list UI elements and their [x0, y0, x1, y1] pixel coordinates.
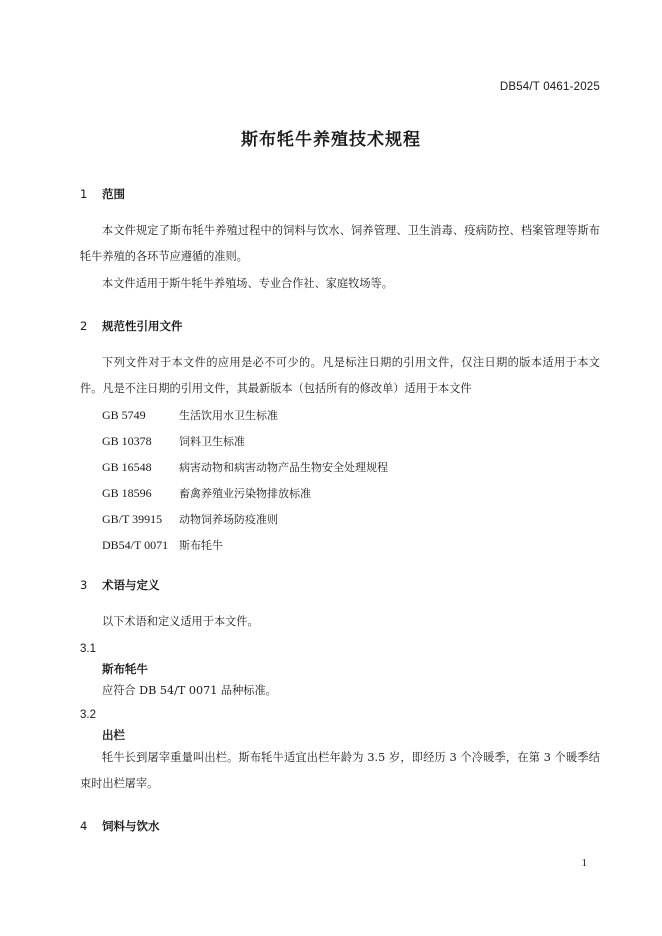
reference-title: 病害动物和病害动物产品生物安全处理规程 — [179, 461, 388, 474]
term-number: 3.1 — [80, 643, 96, 655]
reference-item — [102, 485, 311, 501]
scope-paragraph-2: 本文件适用于斯牛牦牛养殖场、专业合作社、家庭牧场等。 — [102, 277, 393, 290]
section-heading-feed-water — [80, 818, 160, 834]
section-heading-terms — [80, 577, 160, 593]
document-code: DB54/T 0461-2025 — [499, 81, 600, 93]
section-title: 术语与定义 — [102, 578, 160, 592]
reference-code: GB 18596 — [102, 486, 152, 500]
reference-title: 饲料卫生标准 — [179, 435, 245, 448]
reference-title: 斯布牦牛 — [179, 539, 223, 552]
term-definition: 牦牛长到屠宰重量叫出栏。斯布牦牛适宜出栏年龄为 3.5 岁，即经历 3 个冷暖季，在第 3 个暖季结束时出栏屠宰。 — [80, 751, 600, 790]
page-title: 斯布牦牛养殖技术规程 — [241, 130, 421, 150]
reference-item — [102, 537, 223, 553]
reference-title: 生活饮用水卫生标准 — [179, 409, 278, 422]
section-heading-scope — [80, 186, 125, 202]
section-number: 4 — [80, 819, 88, 833]
reference-item — [102, 459, 388, 475]
term-name: 斯布牦牛 — [102, 662, 148, 676]
section-title: 范围 — [102, 187, 125, 201]
page-number: 1 — [581, 857, 587, 869]
term-definition: 应符合 DB 54/T 0071 品种标准。 — [102, 684, 277, 697]
section-number: 2 — [80, 319, 88, 333]
term-number: 3.2 — [80, 709, 96, 721]
reference-item — [102, 407, 278, 423]
reference-code: GB 5749 — [102, 408, 146, 422]
reference-code: GB 16548 — [102, 460, 152, 474]
references-intro: 下列文件对于本文件的应用是必不可少的。凡是标注日期的引用文件，仅注日期的版本适用于本文件。凡是不注日期的引用文件，其最新版本（包括所有的修改单）适用于本文件 — [80, 356, 600, 395]
reference-item — [102, 433, 245, 449]
scope-paragraph-1: 本文件规定了斯布牦牛养殖过程中的饲料与饮水、饲养管理、卫生消毒、疫病防控、档案管理等斯布牦牛养殖的各环节应遵循的准则。 — [80, 224, 600, 263]
reference-title: 动物饲养场防疫准则 — [179, 513, 278, 526]
section-number: 1 — [80, 187, 88, 201]
terms-intro: 以下术语和定义适用于本文件。 — [102, 615, 259, 628]
term-name: 出栏 — [102, 728, 125, 742]
reference-code: GB/T 39915 — [102, 512, 163, 526]
section-heading-normative-references — [80, 318, 183, 334]
reference-code: DB54/T 0071 — [102, 538, 169, 552]
section-number: 3 — [80, 578, 88, 592]
reference-code: GB 10378 — [102, 434, 152, 448]
section-title: 规范性引用文件 — [102, 319, 183, 333]
section-title: 饲料与饮水 — [102, 819, 160, 833]
reference-title: 畜禽养殖业污染物排放标准 — [179, 487, 311, 500]
reference-item — [102, 511, 278, 527]
